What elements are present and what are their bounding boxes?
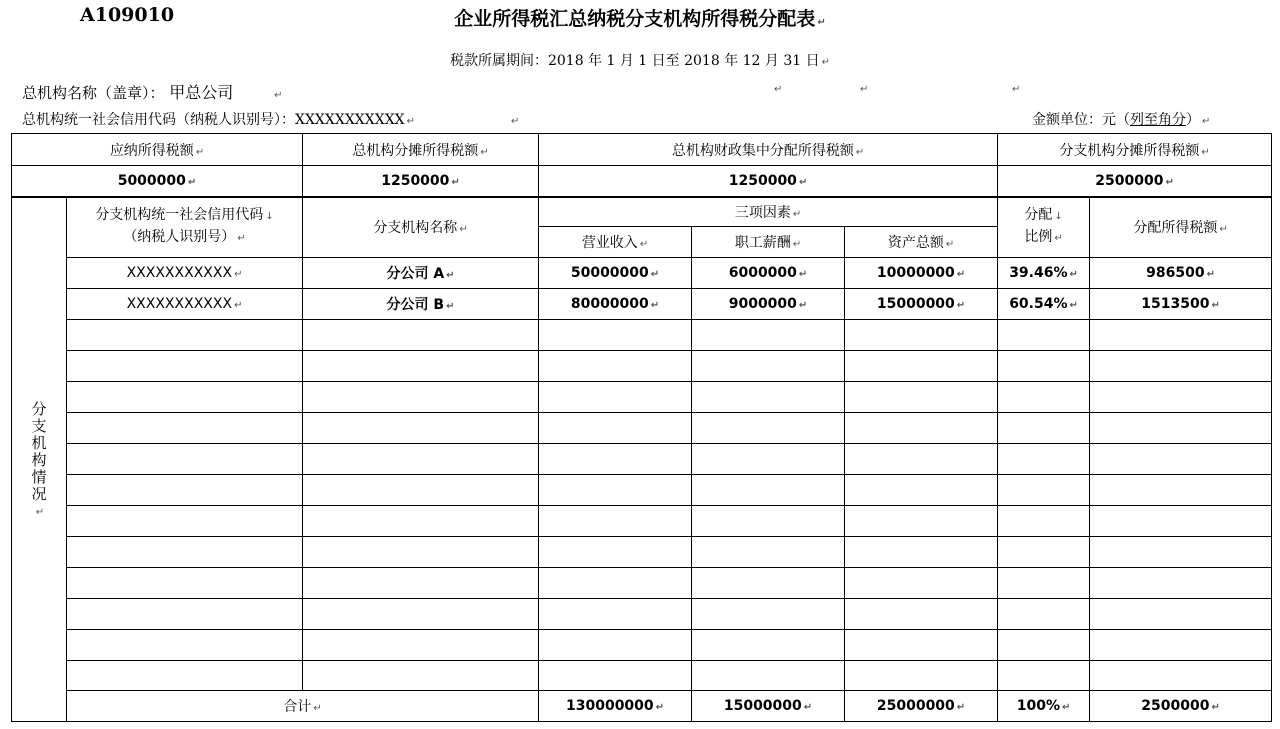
total-tax[interactable]: 2500000 ↵ [1090,691,1272,722]
total-assets[interactable]: 25000000 ↵ [845,691,998,722]
empty-cell[interactable] [998,382,1090,413]
tax-period-text: 税款所属期间：2018 年 1 月 1 日至 2018 年 12 月 31 日 [449,53,820,69]
branch-code-header: 分支机构统一社会信用代码 ↓ （纳税人识别号） ↵ [67,197,303,258]
empty-cell[interactable] [692,351,845,382]
summary-header-cell: 总机构财政集中分配所得税额 ↵ [539,134,998,166]
empty-row [12,599,1272,630]
empty-cell[interactable] [303,661,539,691]
hq-code-label: 总机构统一社会信用代码（纳税人识别号）： [22,112,295,128]
empty-cell[interactable] [845,444,998,475]
tax-period: 税款所属期间：2018 年 1 月 1 日至 2018 年 12 月 31 日 ↵ [449,53,831,69]
empty-row [12,630,1272,661]
paragraph-mark: ↵ [774,84,783,95]
empty-cell[interactable] [539,599,692,630]
empty-cell[interactable] [692,661,845,691]
empty-cell[interactable] [692,320,845,351]
summary-header-cell: 分支机构分摊所得税额 ↵ [998,134,1272,166]
empty-cell[interactable] [845,506,998,537]
empty-cell[interactable] [539,537,692,568]
empty-row [12,568,1272,599]
allocated-tax-header: 分配所得税额 ↵ [1090,197,1272,258]
empty-cell[interactable] [1090,475,1272,506]
total-row [12,691,1272,722]
assets-cell[interactable]: 10000000 ↵ [845,258,998,289]
empty-cell[interactable] [539,568,692,599]
unit-suffix: ） [1186,112,1200,128]
empty-cell[interactable] [303,599,539,630]
unit-prefix: 金额单位：元（ [1032,112,1130,128]
branch-row [12,258,1272,289]
empty-cell[interactable] [539,320,692,351]
form-title-text: 企业所得税汇总纳税分支机构所得税分配表 [454,8,816,30]
empty-cell[interactable] [303,444,539,475]
branch-name-cell[interactable]: 分公司 A ↵ [303,258,539,289]
empty-cell[interactable] [692,506,845,537]
empty-cell[interactable] [303,382,539,413]
empty-cell[interactable] [1090,351,1272,382]
empty-cell[interactable] [845,320,998,351]
factors-header: 三项因素 ↵ [539,197,998,227]
empty-cell[interactable] [67,320,303,351]
revenue-cell[interactable]: 80000000 ↵ [539,289,692,320]
assets-header: 资产总额 ↵ [845,227,998,258]
allocated-tax-cell[interactable]: 986500 ↵ [1090,258,1272,289]
empty-row [12,413,1272,444]
empty-cell[interactable] [845,568,998,599]
empty-cell[interactable] [1090,537,1272,568]
empty-cell[interactable] [998,444,1090,475]
branch-side-label: 分支机构情况 ↵ [12,197,67,722]
empty-cell[interactable] [303,413,539,444]
empty-cell[interactable] [303,475,539,506]
empty-cell[interactable] [692,444,845,475]
empty-cell[interactable] [692,630,845,661]
allocation-table [11,133,1272,722]
salary-cell[interactable]: 9000000 ↵ [692,289,845,320]
empty-cell[interactable] [845,413,998,444]
empty-cell[interactable] [303,320,539,351]
summary-value-cell[interactable]: 2500000 ↵ [998,166,1272,197]
empty-cell[interactable] [692,599,845,630]
allocated-tax-cell[interactable]: 1513500 ↵ [1090,289,1272,320]
total-revenue[interactable]: 130000000 ↵ [539,691,692,722]
empty-cell[interactable] [539,630,692,661]
empty-cell[interactable] [67,506,303,537]
empty-cell[interactable] [539,661,692,691]
empty-cell[interactable] [998,320,1090,351]
branch-name-header: 分支机构名称 ↵ [303,197,539,258]
empty-row [12,351,1272,382]
empty-cell[interactable] [845,537,998,568]
empty-cell[interactable] [303,506,539,537]
empty-cell[interactable] [998,568,1090,599]
empty-cell[interactable] [539,382,692,413]
branch-row [12,289,1272,320]
empty-cell[interactable] [1090,382,1272,413]
empty-cell[interactable] [998,351,1090,382]
empty-cell[interactable] [1090,413,1272,444]
empty-cell[interactable] [1090,661,1272,691]
empty-cell[interactable] [845,382,998,413]
empty-row [12,661,1272,691]
empty-cell[interactable] [1090,630,1272,661]
empty-cell[interactable] [692,537,845,568]
ratio-cell[interactable]: 60.54% ↵ [998,289,1090,320]
empty-row [12,475,1272,506]
assets-cell[interactable]: 15000000 ↵ [845,289,998,320]
empty-cell[interactable] [998,413,1090,444]
empty-cell[interactable] [998,599,1090,630]
empty-cell[interactable] [1090,320,1272,351]
revenue-header: 营业收入 ↵ [539,227,692,258]
ratio-cell[interactable]: 39.46% ↵ [998,258,1090,289]
hq-code-value[interactable]: XXXXXXXXXXX [295,112,405,128]
summary-value-cell[interactable]: 5000000 ↵ [12,166,303,197]
paragraph-mark: ↵ [860,84,869,95]
hq-name-line: 总机构名称（盖章）： 甲总公司 ↵ [22,83,283,102]
form-title: 企业所得税汇总纳税分支机构所得税分配表 ↵ [454,8,826,30]
empty-cell[interactable] [845,630,998,661]
branch-code-cell[interactable]: XXXXXXXXXXX ↵ [67,289,303,320]
empty-cell[interactable] [539,413,692,444]
empty-cell[interactable] [998,475,1090,506]
summary-header-row [12,134,1272,166]
empty-cell[interactable] [692,475,845,506]
empty-cell[interactable] [303,568,539,599]
hq-name-label: 总机构名称（盖章）： [22,84,165,102]
empty-cell[interactable] [1090,444,1272,475]
summary-value-row [12,166,1272,197]
empty-cell[interactable] [303,537,539,568]
empty-cell[interactable] [845,475,998,506]
total-label: 合计 ↵ [67,691,539,722]
empty-cell[interactable] [67,382,303,413]
empty-cell[interactable] [998,537,1090,568]
empty-cell[interactable] [539,506,692,537]
empty-cell[interactable] [1090,599,1272,630]
empty-cell[interactable] [692,568,845,599]
branch-header-row [12,197,1272,227]
empty-cell[interactable] [539,351,692,382]
total-ratio[interactable]: 100% ↵ [998,691,1090,722]
empty-cell[interactable] [692,382,845,413]
empty-cell[interactable] [845,599,998,630]
amount-unit: 金额单位：元（列至角分） ↵ [1032,112,1211,128]
revenue-cell[interactable]: 50000000 ↵ [539,258,692,289]
empty-cell[interactable] [845,661,998,691]
summary-header-cell: 总机构分摊所得税额 ↵ [303,134,539,166]
empty-cell[interactable] [67,444,303,475]
salary-header: 职工薪酬 ↵ [692,227,845,258]
empty-cell[interactable] [67,413,303,444]
empty-cell[interactable] [539,444,692,475]
hq-name-value[interactable]: 甲总公司 [169,83,234,102]
empty-cell[interactable] [303,630,539,661]
empty-cell[interactable] [67,568,303,599]
empty-cell[interactable] [1090,506,1272,537]
empty-cell[interactable] [67,630,303,661]
empty-cell[interactable] [1090,568,1272,599]
empty-cell[interactable] [692,413,845,444]
empty-cell[interactable] [998,506,1090,537]
empty-row [12,320,1272,351]
branch-name-cell[interactable]: 分公司 B ↵ [303,289,539,320]
empty-row [12,506,1272,537]
empty-row [12,537,1272,568]
summary-value-cell[interactable]: 1250000 ↵ [539,166,998,197]
empty-cell[interactable] [67,351,303,382]
empty-cell[interactable] [67,475,303,506]
empty-cell[interactable] [67,661,303,691]
empty-cell[interactable] [998,661,1090,691]
empty-cell[interactable] [998,630,1090,661]
ratio-header: 分配 ↓ 比例 ↵ [998,197,1090,258]
hq-code-line: 总机构统一社会信用代码（纳税人识别号）：XXXXXXXXXXX ↵ ↵ [22,112,520,128]
empty-row [12,382,1272,413]
empty-cell[interactable] [845,351,998,382]
empty-cell[interactable] [539,475,692,506]
summary-header-cell: 应纳所得税额 ↵ [12,134,303,166]
empty-cell[interactable] [303,351,539,382]
total-salary[interactable]: 15000000 ↵ [692,691,845,722]
empty-row [12,444,1272,475]
branch-code-cell[interactable]: XXXXXXXXXXX ↵ [67,258,303,289]
empty-cell[interactable] [67,537,303,568]
salary-cell[interactable]: 6000000 ↵ [692,258,845,289]
summary-value-cell[interactable]: 1250000 ↵ [303,166,539,197]
unit-precision: 列至角分 [1130,112,1186,128]
paragraph-mark: ↵ [1012,84,1021,95]
form-code: A109010 [80,4,175,26]
empty-cell[interactable] [67,599,303,630]
